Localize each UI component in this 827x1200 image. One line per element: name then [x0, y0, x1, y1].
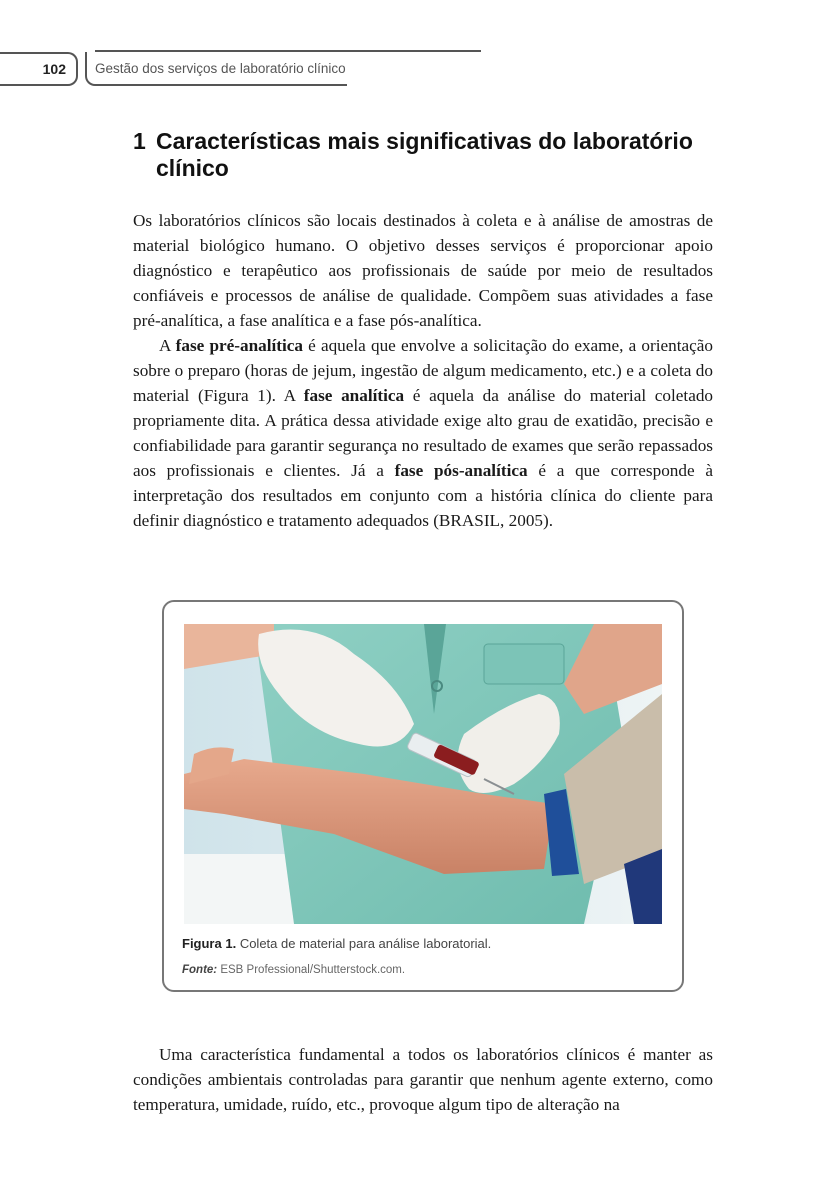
body-text-bottom: [133, 1042, 713, 1117]
paragraph-intro: Os laboratórios clínicos são locais destinados à coleta e à análise de amostras de material biológico humano. O objetivo desses serviços é proporcionar apoio diagnóstico e terapêutico aos profissionais de saúde por meio de resultados confiáveis e processos de análise de qualidade. Compõem suas atividades a fase pré-analítica, a fase analítica e a fase pós-analítica.: [133, 211, 713, 330]
body-text-top: [133, 208, 713, 533]
blood-collection-illustration: [184, 624, 662, 924]
blood-collection-photo: [184, 624, 662, 924]
term-pre-analitica: fase pré-analítica: [175, 336, 303, 355]
term-pos-analitica: fase pós-analítica: [394, 461, 528, 480]
figure-caption: [182, 936, 672, 951]
section-number: 1: [133, 128, 146, 154]
paragraph-phases-text: é a que corresponde à interpretação dos resultados em conjunto com a história clínica do cliente para definir diagnóstico e tratamento adequados (BRASIL, 2005).: [133, 461, 714, 530]
paragraph-phases: [133, 333, 713, 533]
paragraph-phases-text: A: [159, 336, 176, 355]
figure-source: [182, 964, 672, 976]
figure-caption-text: Coleta de material para análise laboratorial.: [239, 936, 492, 951]
paragraph-environment: Uma característica fundamental a todos os laboratórios clínicos é manter as condições ambientais controladas para garantir que nenhum agente externo, como temperatura, umidade, ruído, etc., provoque algum tipo de alteração na: [133, 1045, 713, 1114]
running-title: Gestão dos serviços de laboratório clínico: [85, 52, 347, 86]
paragraph-phases-text: é aquela da análise do material coletado propriamente dita. A prática dessa atividade exige alto grau de exatidão, precisão e confiabilidade para garantir segurança no resultado de exames que serão repassados aos profissionais e clientes. Já a: [133, 386, 714, 480]
figure-box: [162, 600, 684, 992]
paragraph-phases-text: é aquela que envolve a solicitação do exame, a orientação sobre o preparo (horas de jejum, ingestão de algum medicamento, etc.) e a coleta do material (Figura 1). A: [133, 336, 713, 405]
section-title: Características mais significativas do laboratório clínico: [156, 128, 693, 181]
term-analitica: fase analítica: [303, 386, 405, 405]
section-heading: [133, 128, 693, 182]
figure-label: Figura 1.: [182, 936, 237, 951]
figure-source-label: Fonte:: [182, 964, 218, 976]
figure-source-text: ESB Professional/Shutterstock.com.: [220, 964, 406, 976]
page-number: 102: [0, 52, 78, 86]
